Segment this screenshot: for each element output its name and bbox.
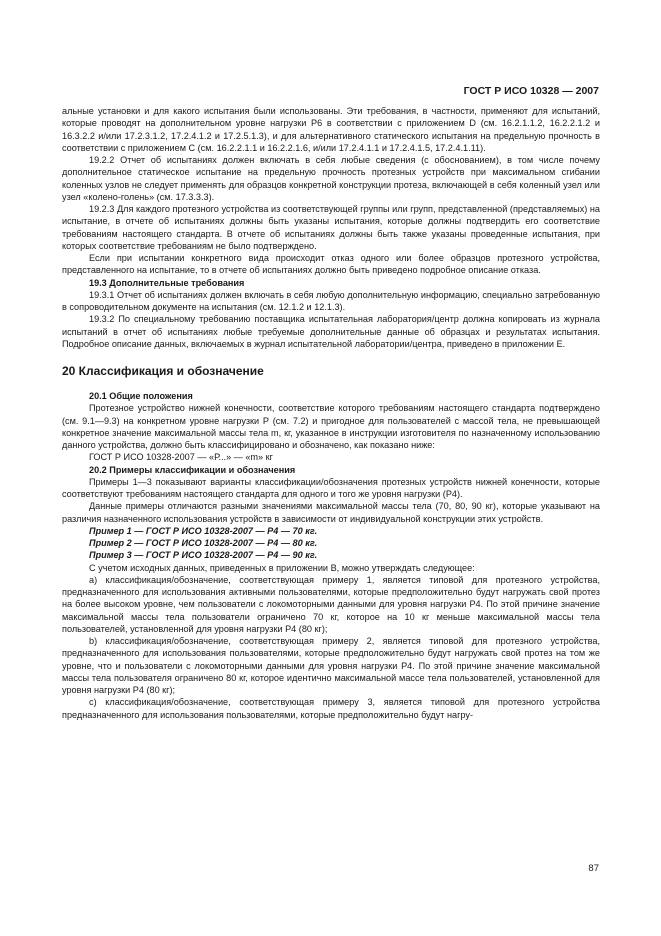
- example-line: Пример 1 — ГОСТ Р ИСО 10328-2007 — Р4 — 70 кг.: [89, 525, 318, 536]
- paragraph: b) классификация/обозначение, соответствующая примеру 2, является типовой для протезного устройства, предназначенного для использования пользователями, которые предположительно будут нагружать свой протез на том же уровне, что и пользователи с локомоторными данными для уровня нагрузки Р4. По этой причине значение максимальной массы тела пользователя ограничено 80 кг, которое идентично максимальной массе тела пользователей, установленной для уровня нагрузки Р4 (80 кг);: [62, 636, 600, 695]
- paragraph: 19.2.2 Отчет об испытаниях должен включать в себя любые сведения (с обоснованием), в том числе почему дополнительное статическое испытание на предельную прочность протезных устройств при максимальном сгибании коленных узлов не следует применять для образцов конкретной конструкции протеза, включающей в себя коленный узел или узел «колено-голень» (см. 17.3.3.3).: [62, 155, 600, 202]
- paragraph: а) классификация/обозначение, соответствующая примеру 1, является типовой для протезного устройства, предназначенного для использования активными пользователями, которые предположительно будут нагружать свой протез на более высоком уровне, чем пользователи с локомоторными данными для уровня нагрузки Р4. По этой причине значение максимальной массы тела пользователи ограничено 70 кг, которое на 10 кг меньше максимальной массы тела пользователей, установленной для уровня нагрузки Р4 (80 кг);: [62, 574, 600, 634]
- paragraph: С учетом исходных данных, приведенных в приложении В, можно утверждать следующее:: [89, 562, 475, 573]
- paragraph: Если при испытании конкретного вида происходит отказ одного или более образцов протезного устройства, представленного на испытание, то в отчете об испытаниях должно быть приведено подробное описание отказа.: [62, 253, 600, 276]
- paragraph: 19.2.3 Для каждого протезного устройства из соответствующей группы или групп, представленной (представляемых) на испытание, в отчете об испытаниях должны быть указаны испытания, которые должны подтвердить его соответствие требованиям настоящего стандарта. В отчете об испытаниях должны быть также указаны проведенные испытания, при которых соответствие требованиям не было подтверждено.: [62, 204, 600, 251]
- page-number: 87: [588, 863, 599, 874]
- paragraph: 19.3.2 По специальному требованию поставщика испытательная лаборатория/центр должна копировать из журнала испытаний в отчет об испытаниях любые требуемые дополнительные данные об образцах и результатах испытания. Подробное описание данных, включаемых в журнал испытательной лаборатории/центра, приведено в приложении Е.: [62, 314, 600, 349]
- paragraph: Данные примеры отличаются разными значениями максимальной массы тела (70, 80, 90 кг), которые указывают на различия назначенного использования устройств в зависимости от индивидуальной конструкции этих устройств.: [62, 501, 600, 524]
- example-line: Пример 2 — ГОСТ Р ИСО 10328-2007 — Р4 — 80 кг.: [89, 538, 318, 548]
- section-heading: 20 Классификация и обозначение: [62, 364, 264, 378]
- paragraph: Примеры 1—3 показывают варианты классификации/обозначения протезных устройств нижней конечности, которые соответствуют требованиям настоящего стандарта для одного и того же уровня нагрузки (Р4).: [62, 476, 600, 499]
- paragraph: Протезное устройство нижней конечности, соответствие которого требованиям настоящего стандарта подтверждено (см. 9.1—9.3) на конкретном уровне нагрузки Р (см. 7.2) и пригодное для пользователей с массой тела, не превышающей конкретное значение максимальной массы тела m, кг, указанное в инструкции изготовителя по назначенному использованию данного устройства, должно быть классифицировано и обозначено, как показано ниже:: [62, 403, 600, 450]
- paragraph: 19.3.1 Отчет об испытаниях должен включать в себя любую дополнительную информацию, специально затребованную в сопроводительном документе на испытания (см. 12.1.2 и 12.1.3).: [62, 289, 600, 312]
- subsection-heading: 20.1 Общие положения: [89, 391, 193, 401]
- example-line: Пример 3 — ГОСТ Р ИСО 10328-2007 — Р4 — 90 кг.: [89, 550, 318, 561]
- paragraph: ГОСТ Р ИСО 10328-2007 — «Р...» — «m» кг: [89, 452, 273, 463]
- paragraph: с) классификация/обозначение, соответствующая примеру 3, является типовой для протезного устройства предназначенного для использования пользователями, которые предположительно будут нагру-: [62, 697, 600, 720]
- document-body: [62, 105, 600, 721]
- subsection-heading: 20.2 Примеры классификации и обозначения: [89, 464, 296, 475]
- document-header: ГОСТ Р ИСО 10328 — 2007: [463, 85, 599, 97]
- subsection-heading: 19.3 Дополнительные требования: [89, 277, 245, 288]
- paragraph: альные установки и для какого испытания были использованы. Эти требования, в частности, применяют для испытаний, которые проводят на дополнительном уровне нагрузки Р6 в соответствии с приложением D (см. 16.2.1.1.2, 16.2.2.1.2 и 16.3.2.2 и/или 17.2.3.1.2, 17.2.4.1.2 и 17.2.5.1.3), и для альтернативного статического испытания на предельную прочность в соответствии с приложением С (см. 16.2.2.1.1 и 16.2.2.1.6, и/или 17.2.4.1.1 и 17.2.4.1.5, 17.2.4.1.11).: [62, 106, 600, 153]
